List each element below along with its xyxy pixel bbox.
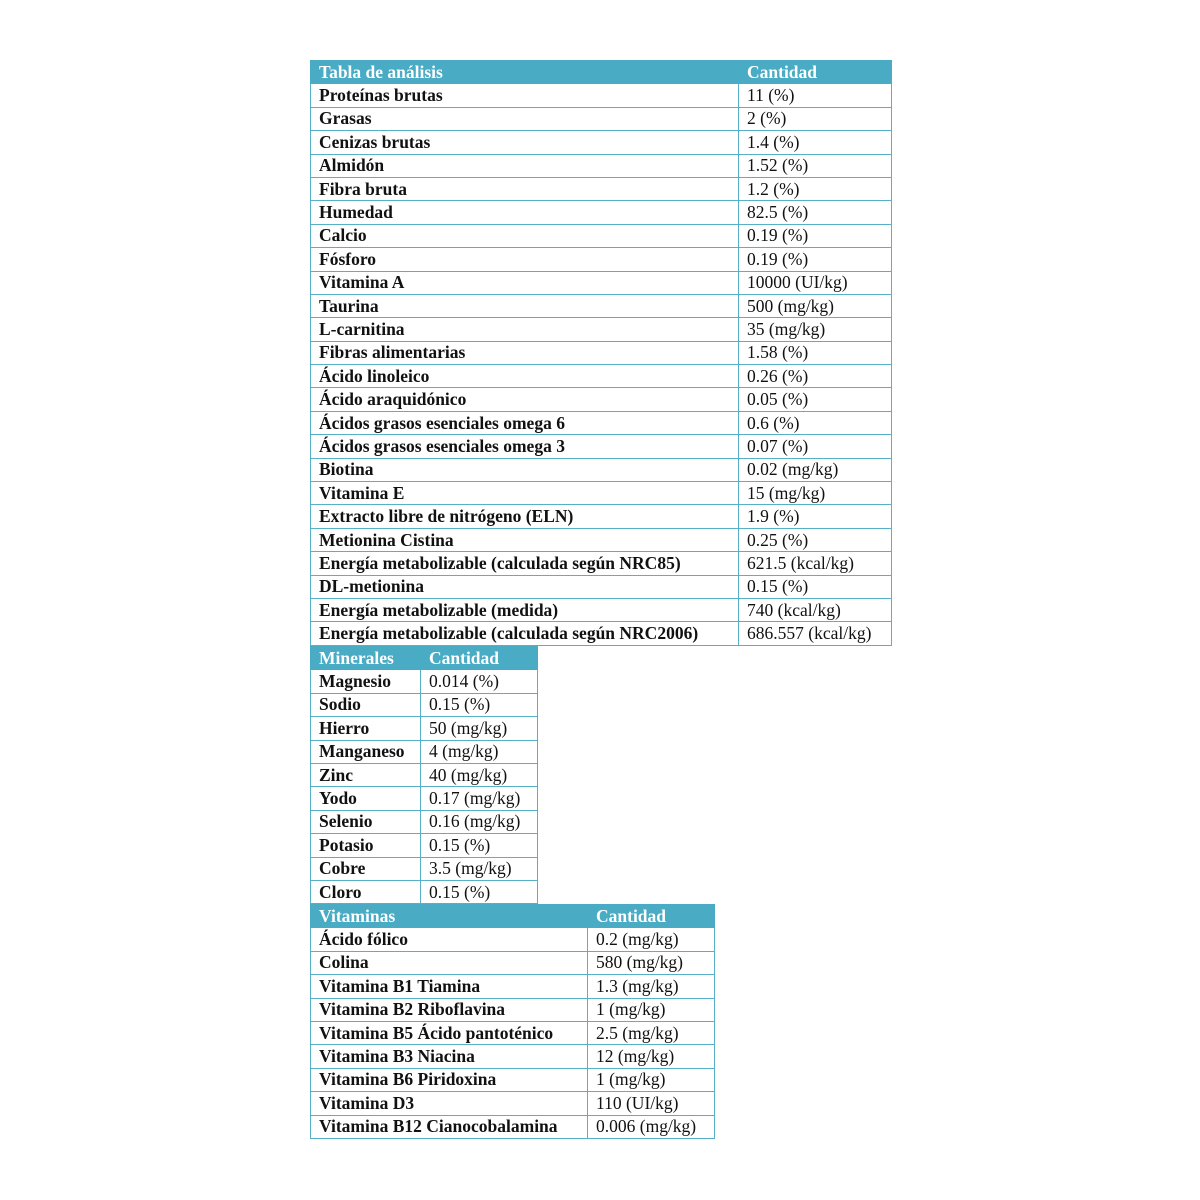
nutrient-value: 10000 (UI/kg): [739, 271, 892, 294]
nutrient-name: Taurina: [311, 294, 739, 317]
nutrient-value: 0.19 (%): [739, 224, 892, 247]
table-row: [311, 294, 892, 317]
nutrient-name: Ácidos grasos esenciales omega 6: [311, 411, 739, 434]
table-row: [311, 717, 538, 740]
nutrient-name: Ácidos grasos esenciales omega 3: [311, 435, 739, 458]
nutrient-value: 50 (mg/kg): [421, 717, 538, 740]
nutrient-name: Energía metabolizable (calculada según NRC85): [311, 552, 739, 575]
table-row: [311, 998, 715, 1021]
nutrient-value: 0.07 (%): [739, 435, 892, 458]
nutrient-value: 0.15 (%): [421, 834, 538, 857]
table-row: [311, 598, 892, 621]
nutrient-name: Ácido fólico: [311, 928, 588, 951]
table-row: [311, 552, 892, 575]
nutrient-name: Vitamina D3: [311, 1092, 588, 1115]
nutrient-name: Sodio: [311, 693, 421, 716]
table-row: [311, 528, 892, 551]
table-row: [311, 482, 892, 505]
table-row: [311, 201, 892, 224]
nutrient-name: Vitamina A: [311, 271, 739, 294]
nutrient-name: Humedad: [311, 201, 739, 224]
nutrient-name: Almidón: [311, 154, 739, 177]
table-row: [311, 880, 538, 903]
nutrient-name: Hierro: [311, 717, 421, 740]
nutrient-value: 2 (%): [739, 107, 892, 130]
table-row: [311, 248, 892, 271]
nutrient-value: 1.3 (mg/kg): [588, 975, 715, 998]
nutrient-name: Energía metabolizable (medida): [311, 598, 739, 621]
table-row: [311, 622, 892, 645]
nutrient-value: 0.17 (mg/kg): [421, 787, 538, 810]
analysis-table-header: [311, 61, 892, 84]
nutrient-value: 0.26 (%): [739, 365, 892, 388]
table-row: [311, 740, 538, 763]
nutrient-value: 500 (mg/kg): [739, 294, 892, 317]
nutrient-name: Ácido linoleico: [311, 365, 739, 388]
minerals-header-value: Cantidad: [421, 647, 538, 670]
nutrient-name: Vitamina B12 Cianocobalamina: [311, 1115, 588, 1138]
nutrient-value: 1.58 (%): [739, 341, 892, 364]
nutrient-name: Energía metabolizable (calculada según NRC2006): [311, 622, 739, 645]
nutrient-value: 0.19 (%): [739, 248, 892, 271]
table-row: [311, 763, 538, 786]
nutrient-name: Magnesio: [311, 670, 421, 693]
nutrient-name: Biotina: [311, 458, 739, 481]
nutrient-name: Vitamina B3 Niacina: [311, 1045, 588, 1068]
nutrient-name: Ácido araquidónico: [311, 388, 739, 411]
vitamins-header-name: Vitaminas: [311, 905, 588, 928]
nutrient-value: 0.006 (mg/kg): [588, 1115, 715, 1138]
nutrient-value: 2.5 (mg/kg): [588, 1021, 715, 1044]
analysis-header-name: Tabla de análisis: [311, 61, 739, 84]
minerals-table-header: [311, 647, 538, 670]
nutrient-name: Calcio: [311, 224, 739, 247]
nutrient-name: L-carnitina: [311, 318, 739, 341]
nutrient-value: 1.2 (%): [739, 177, 892, 200]
minerals-header-name: Minerales: [311, 647, 421, 670]
table-row: [311, 458, 892, 481]
nutrient-value: 3.5 (mg/kg): [421, 857, 538, 880]
table-row: [311, 435, 892, 458]
nutrient-value: 82.5 (%): [739, 201, 892, 224]
nutrient-name: Vitamina B2 Riboflavina: [311, 998, 588, 1021]
table-row: [311, 787, 538, 810]
table-row: [311, 131, 892, 154]
table-row: [311, 505, 892, 528]
table-row: [311, 411, 892, 434]
nutrient-name: Potasio: [311, 834, 421, 857]
nutrient-name: Extracto libre de nitrógeno (ELN): [311, 505, 739, 528]
table-row: [311, 177, 892, 200]
nutrient-value: 1 (mg/kg): [588, 998, 715, 1021]
nutrient-value: 0.25 (%): [739, 528, 892, 551]
analysis-header-value: Cantidad: [739, 61, 892, 84]
nutrient-value: 0.014 (%): [421, 670, 538, 693]
nutrient-value: 35 (mg/kg): [739, 318, 892, 341]
nutrient-value: 1.4 (%): [739, 131, 892, 154]
nutrient-value: 12 (mg/kg): [588, 1045, 715, 1068]
nutrient-name: Vitamina E: [311, 482, 739, 505]
nutrient-value: 580 (mg/kg): [588, 951, 715, 974]
nutrient-value: 0.16 (mg/kg): [421, 810, 538, 833]
nutrient-name: Zinc: [311, 763, 421, 786]
nutrient-name: Grasas: [311, 107, 739, 130]
table-row: [311, 834, 538, 857]
table-row: [311, 154, 892, 177]
nutrient-value: 0.2 (mg/kg): [588, 928, 715, 951]
nutrient-value: 0.05 (%): [739, 388, 892, 411]
table-row: [311, 951, 715, 974]
nutrient-value: 0.15 (%): [421, 693, 538, 716]
table-row: [311, 84, 892, 107]
table-row: [311, 575, 892, 598]
nutrient-value: 40 (mg/kg): [421, 763, 538, 786]
table-row: [311, 693, 538, 716]
nutrient-name: Vitamina B1 Tiamina: [311, 975, 588, 998]
table-row: [311, 810, 538, 833]
nutrient-name: Selenio: [311, 810, 421, 833]
nutrient-name: Fósforo: [311, 248, 739, 271]
table-row: [311, 318, 892, 341]
table-row: [311, 928, 715, 951]
minerals-table: [310, 646, 538, 904]
nutrient-value: 0.15 (%): [739, 575, 892, 598]
nutrient-value: 11 (%): [739, 84, 892, 107]
nutrient-value: 15 (mg/kg): [739, 482, 892, 505]
nutrient-name: Manganeso: [311, 740, 421, 763]
nutrient-name: Vitamina B6 Piridoxina: [311, 1068, 588, 1091]
nutrient-value: 4 (mg/kg): [421, 740, 538, 763]
table-row: [311, 1092, 715, 1115]
nutrient-name: Fibra bruta: [311, 177, 739, 200]
nutrient-name: Cenizas brutas: [311, 131, 739, 154]
table-row: [311, 1068, 715, 1091]
table-row: [311, 341, 892, 364]
nutrient-name: Cloro: [311, 880, 421, 903]
table-row: [311, 857, 538, 880]
nutrient-name: Fibras alimentarias: [311, 341, 739, 364]
nutrient-value: 0.6 (%): [739, 411, 892, 434]
table-row: [311, 975, 715, 998]
nutrient-name: Colina: [311, 951, 588, 974]
nutrient-value: 740 (kcal/kg): [739, 598, 892, 621]
vitamins-header-value: Cantidad: [588, 905, 715, 928]
table-row: [311, 1021, 715, 1044]
nutrient-value: 0.15 (%): [421, 880, 538, 903]
vitamins-table: [310, 904, 715, 1139]
nutrient-value: 1.52 (%): [739, 154, 892, 177]
table-row: [311, 1115, 715, 1138]
table-row: [311, 107, 892, 130]
analysis-table: [310, 60, 892, 646]
nutrient-value: 1 (mg/kg): [588, 1068, 715, 1091]
table-row: [311, 670, 538, 693]
table-row: [311, 388, 892, 411]
vitamins-table-header: [311, 905, 715, 928]
nutrient-name: Yodo: [311, 787, 421, 810]
nutrient-name: DL-metionina: [311, 575, 739, 598]
table-row: [311, 365, 892, 388]
nutrient-name: Metionina Cistina: [311, 528, 739, 551]
table-row: [311, 271, 892, 294]
nutrient-name: Vitamina B5 Ácido pantoténico: [311, 1021, 588, 1044]
nutrient-value: 621.5 (kcal/kg): [739, 552, 892, 575]
nutrient-value: 110 (UI/kg): [588, 1092, 715, 1115]
nutrient-value: 0.02 (mg/kg): [739, 458, 892, 481]
nutrient-name: Cobre: [311, 857, 421, 880]
table-row: [311, 1045, 715, 1068]
table-row: [311, 224, 892, 247]
nutrient-value: 1.9 (%): [739, 505, 892, 528]
nutrient-value: 686.557 (kcal/kg): [739, 622, 892, 645]
nutrient-name: Proteínas brutas: [311, 84, 739, 107]
